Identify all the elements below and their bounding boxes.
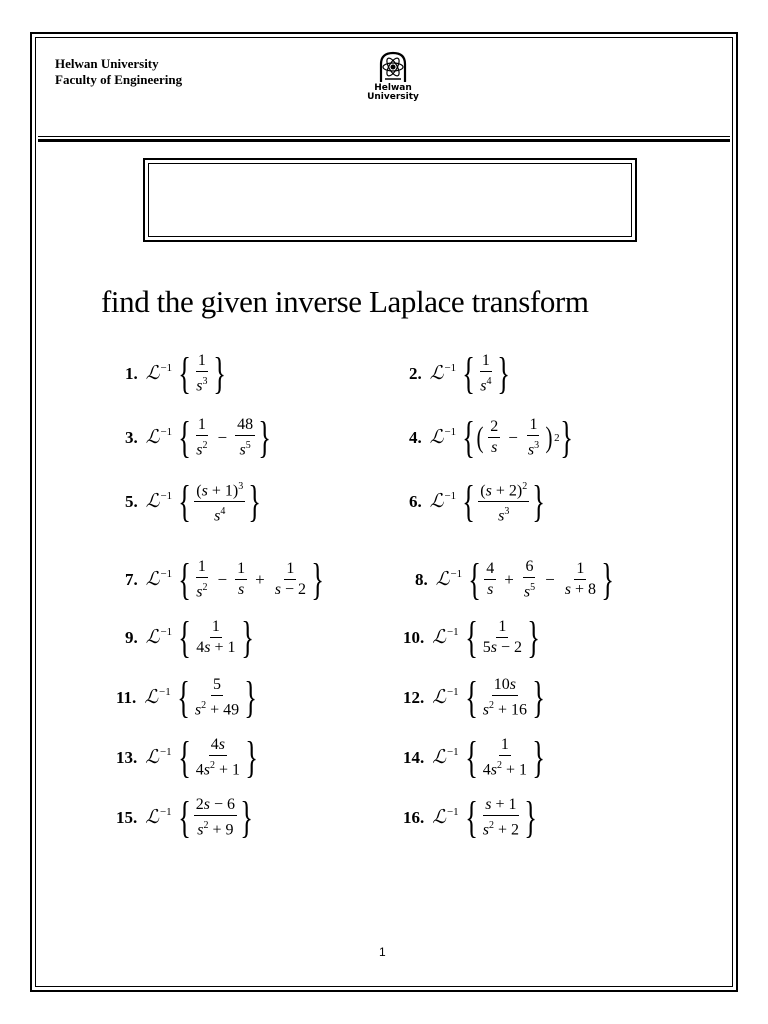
problem-3 bbox=[125, 412, 275, 462]
faculty-name: Faculty of Engineering bbox=[55, 72, 183, 87]
institution-header bbox=[55, 56, 182, 88]
problem-number: 7. bbox=[125, 569, 138, 589]
laplace-operator: ℒ$^{-1}$ bbox=[435, 568, 463, 591]
laplace-operator: ℒ$^{-1}$ bbox=[145, 426, 173, 449]
problem-9 bbox=[125, 612, 258, 662]
expression: { $\frac{2s - 6}{s^2 + 9}$ } bbox=[177, 792, 253, 842]
problem-4 bbox=[409, 412, 577, 462]
laplace-operator: ℒ$^{-1}$ bbox=[145, 626, 173, 648]
header-divider-thin bbox=[38, 136, 730, 137]
problem-number: 5. bbox=[125, 491, 138, 511]
university-name: Helwan University bbox=[55, 56, 159, 71]
problem-number: 8. bbox=[415, 569, 428, 589]
problem-15 bbox=[116, 792, 257, 842]
problem-1 bbox=[125, 348, 230, 398]
laplace-operator: ℒ$^{-1}$ bbox=[432, 806, 459, 829]
problem-number: 14. bbox=[403, 747, 425, 767]
expression: { $\frac{1}{s^2}$ − $\frac{1}{s}$ + $\frac{1}{s - 2}$ } bbox=[178, 554, 324, 604]
problem-11 bbox=[116, 672, 261, 722]
laplace-operator: ℒ$^{-1}$ bbox=[145, 806, 172, 829]
title-box-inner bbox=[148, 163, 632, 237]
expression: { $\frac{1}{s^4}$ } bbox=[462, 348, 510, 398]
problem-2 bbox=[409, 348, 514, 398]
problem-12 bbox=[403, 672, 549, 722]
problem-14 bbox=[403, 732, 549, 782]
expression: { $\frac{(s + 1)^3}{s^4}$ } bbox=[178, 476, 262, 526]
problem-number: 3. bbox=[125, 427, 138, 447]
expression: { $\frac{1}{4s + 1}$ } bbox=[178, 612, 254, 662]
laplace-operator: ℒ$^{-1}$ bbox=[145, 568, 173, 591]
laplace-operator: ℒ$^{-1}$ bbox=[145, 746, 172, 769]
problem-number: 16. bbox=[403, 807, 425, 827]
problem-13 bbox=[116, 732, 262, 782]
laplace-operator: ℒ$^{-1}$ bbox=[429, 362, 457, 385]
problem-5 bbox=[125, 478, 265, 526]
problem-number: 4. bbox=[409, 427, 422, 447]
laplace-operator: ℒ$^{-1}$ bbox=[432, 686, 459, 709]
page-number: 1 bbox=[379, 945, 386, 959]
laplace-operator: ℒ$^{-1}$ bbox=[144, 686, 171, 709]
expression: { $\frac{1}{s^3}$ } bbox=[178, 348, 226, 398]
problem-number: 9. bbox=[125, 627, 138, 647]
atom-emblem-icon bbox=[376, 50, 410, 84]
problem-number: 2. bbox=[409, 363, 422, 383]
header-divider-thick bbox=[38, 139, 730, 142]
problem-6 bbox=[409, 478, 549, 526]
problem-7 bbox=[125, 554, 328, 604]
logo-line2: University bbox=[367, 92, 419, 102]
problem-8 bbox=[415, 554, 618, 604]
logo-line1: Helwan bbox=[374, 83, 412, 93]
expression: { ( $\frac{2}{s}$ − $\frac{1}{s^3}$ ) 2 } bbox=[462, 412, 573, 462]
university-logo bbox=[353, 50, 433, 112]
laplace-operator: ℒ$^{-1}$ bbox=[429, 490, 457, 513]
problem-16 bbox=[403, 792, 541, 842]
expression: { $\frac{s + 1}{s^2 + 2}$ } bbox=[464, 792, 537, 842]
expression: { $\frac{4}{s}$ + $\frac{6}{s^5}$ − $\frac{1}{s + 8}$ } bbox=[468, 554, 614, 604]
problem-number: 6. bbox=[409, 491, 422, 511]
expression: { $\frac{10s}{s^2 + 16}$ } bbox=[464, 672, 545, 722]
expression: { $\frac{1}{5s - 2}$ } bbox=[464, 612, 540, 662]
expression: { $\frac{4s}{4s^2 + 1}$ } bbox=[177, 732, 258, 782]
problem-number: 11. bbox=[116, 687, 137, 707]
laplace-operator: ℒ$^{-1}$ bbox=[145, 490, 173, 513]
problem-number: 10. bbox=[403, 627, 425, 647]
laplace-operator: ℒ$^{-1}$ bbox=[145, 362, 173, 385]
problem-number: 1. bbox=[125, 363, 138, 383]
expression: { $\frac{(s + 2)^2}{s^3}$ } bbox=[462, 476, 546, 526]
problem-10 bbox=[403, 612, 544, 662]
problem-number: 13. bbox=[116, 747, 138, 767]
problem-number: 15. bbox=[116, 807, 138, 827]
laplace-operator: ℒ$^{-1}$ bbox=[432, 626, 459, 648]
laplace-operator: ℒ$^{-1}$ bbox=[429, 426, 457, 449]
problem-number: 12. bbox=[403, 687, 425, 707]
expression: { $\frac{1}{4s^2 + 1}$ } bbox=[464, 732, 545, 782]
problem-heading: find the given inverse Laplace transform bbox=[101, 284, 589, 319]
laplace-operator: ℒ$^{-1}$ bbox=[432, 746, 459, 769]
expression: { $\frac{5}{s^2 + 49}$ } bbox=[176, 672, 258, 722]
expression: { $\frac{1}{s^2}$ − $\frac{48}{s^5}$ } bbox=[178, 412, 272, 462]
